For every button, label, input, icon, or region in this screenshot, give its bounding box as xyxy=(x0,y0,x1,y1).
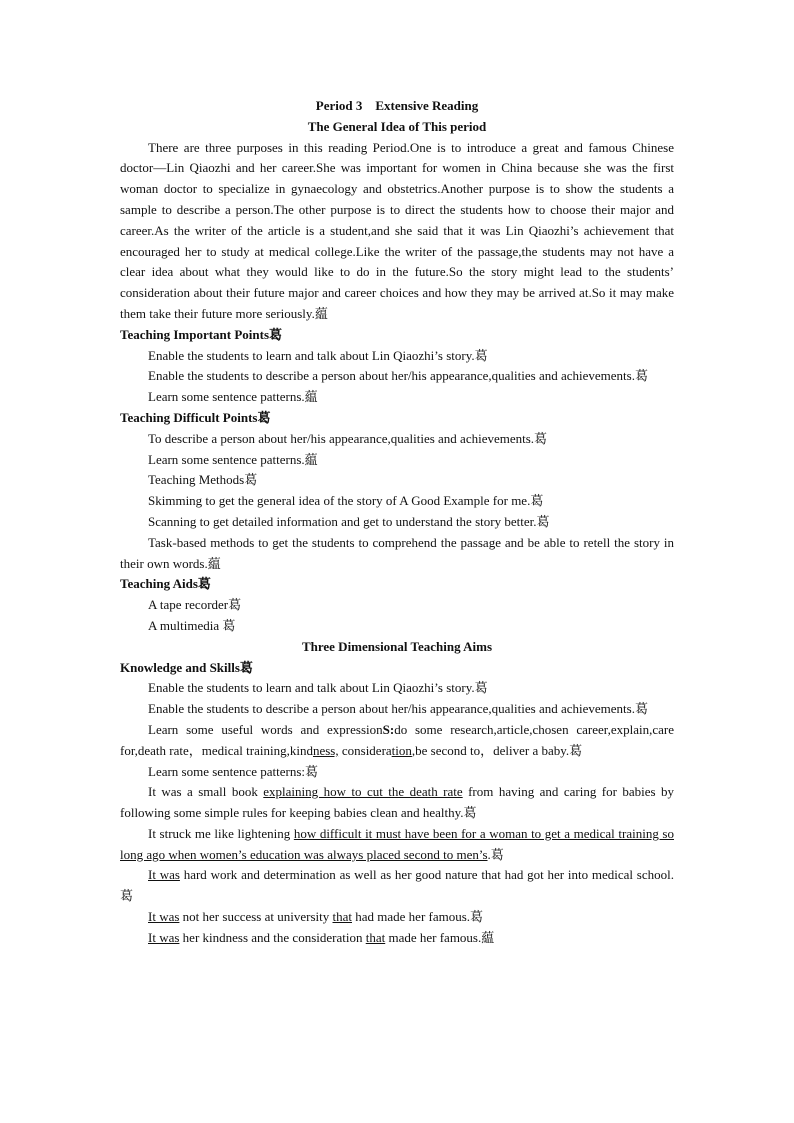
method-item: Scanning to get detailed information and get to understand the story better.葛 xyxy=(148,513,550,529)
sentence-text: hard work and determination as well as her good nature that had got her into medical school.葛 xyxy=(120,867,674,904)
important-point-item: Learn some sentence patterns.藴 xyxy=(148,389,318,405)
sentence-4 xyxy=(120,907,674,928)
sentence-text: It struck me like lightening xyxy=(148,825,294,841)
difficult-point-item: To describe a person about her/his appearance,qualities and achievements.葛 xyxy=(148,430,548,446)
method-item: Task-based methods to get the students to comprehend the passage and be able to retell the story in their own words.藴 xyxy=(120,534,674,571)
sentence-underline: It was xyxy=(148,867,180,883)
sentence-1 xyxy=(120,782,674,824)
sentence-underline: It was xyxy=(148,909,180,925)
words-body: do some research,article,chosen career,explain,care for,death rate，medical training,kind xyxy=(120,721,674,758)
intro-paragraph: There are three purposes in this reading Period.One is to introduce a great and famous Chinese doctor—Lin Qiaozhi and her career.She was important for women in China because she was the first woman doctor to specialize in gynaecology and obstetrics.Another purpose is to show the students a sample to describe a person.The other purpose is to direct the students how to choose their major and career.As the writer of the article is a student,and she said that it was Lin Qiaozhi’s achievement that encouraged her to study at medical college.Like the writer of the passage,the students may not have a clear idea about what they would like to do in the future.So the story might lead to the students’ consideration about their future major and career choices and how they may be arrived at.So it may make them take their future more seriously.藴 xyxy=(120,139,674,321)
important-point-item: Enable the students to describe a person about her/his appearance,qualities and achievements.葛 xyxy=(148,368,648,384)
difficult-point-item: Learn some sentence patterns.藴 xyxy=(148,451,318,467)
words-body-2: considera xyxy=(338,742,392,758)
knowledge-heading: Knowledge and Skills葛 xyxy=(120,659,253,675)
sentence-text: her kindness and the consideration xyxy=(179,929,366,945)
document-page xyxy=(120,96,674,949)
sentence-text: from having and caring for babies by following some simple rules for keeping babies clean and healthy.葛 xyxy=(120,784,674,821)
sentence-text: had made her famous.葛 xyxy=(352,909,484,925)
sentence-underline: that xyxy=(332,909,352,925)
aid-item: A tape recorder葛 xyxy=(148,597,242,613)
sentence-underline: explaining how to cut the death rate xyxy=(263,784,463,800)
words-intro: Learn some useful words and expression xyxy=(148,721,383,737)
document-title: Period 3 Extensive Reading xyxy=(315,98,479,113)
teaching-aids-heading: Teaching Aids葛 xyxy=(120,576,211,592)
sentence-underline: how difficult it must have been for a woman to get a medical training so long ago when women’s education was always placed second to men’s xyxy=(120,825,674,862)
sentence-underline: It was xyxy=(148,929,180,945)
sentence-text: .葛 xyxy=(487,846,504,862)
sentence-text: made her famous.藴 xyxy=(385,929,495,945)
words-body-3: ,be second to，deliver a baby.葛 xyxy=(411,742,583,758)
sentence-2 xyxy=(120,824,674,866)
important-point-item: Enable the students to learn and talk about Lin Qiaozhi’s story.葛 xyxy=(148,347,488,363)
knowledge-item: Enable the students to learn and talk about Lin Qiaozhi’s story.葛 xyxy=(148,680,488,696)
sentence-underline: that xyxy=(365,929,386,945)
sentence-3 xyxy=(120,865,674,907)
teaching-methods-label: Teaching Methods葛 xyxy=(148,472,258,488)
words-list xyxy=(120,720,674,762)
sentence-text: not her success at university xyxy=(179,909,333,925)
sentence-5 xyxy=(120,928,674,949)
document-subtitle: The General Idea of This period xyxy=(307,118,487,134)
knowledge-item: Enable the students to describe a person about her/his appearance,qualities and achievements.葛 xyxy=(148,701,648,717)
important-points-heading: Teaching Important Points葛 xyxy=(120,326,283,342)
difficult-points-heading: Teaching Difficult Points葛 xyxy=(120,409,271,425)
aid-item: A multimedia 葛 xyxy=(148,617,236,633)
patterns-label: Learn some sentence patterns:葛 xyxy=(148,763,319,779)
aims-title: Three Dimensional Teaching Aims xyxy=(301,638,493,654)
words-tion: tion xyxy=(391,742,412,758)
sentence-text: It was a small book xyxy=(148,784,264,800)
method-item: Skimming to get the general idea of the story of A Good Example for me.葛 xyxy=(148,493,544,509)
words-s: S: xyxy=(382,721,395,737)
words-ness: ness, xyxy=(312,742,339,758)
